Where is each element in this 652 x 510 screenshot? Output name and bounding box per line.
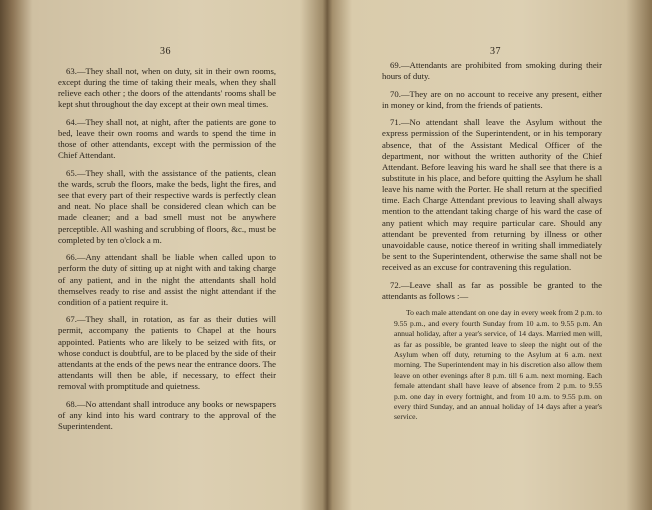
- rule-66: 66.—Any attendant shall be liable when called upon to perform the duty of sitting up at night with and taking charge of any patient, and in the night the attendants shall hold themselves ready to rise and assist the night attendant if the condition of a patient require it.: [58, 252, 276, 307]
- page-body: [382, 60, 602, 423]
- page-body: [58, 66, 276, 438]
- page-number: 36: [160, 46, 171, 57]
- rule-63: 63.—They shall not, when on duty, sit in their own rooms, except during the time of taking their meals, when they shall relieve each other ; the doors of the attendants' rooms shall be kept shut throughout the day except at their own meal times.: [58, 66, 276, 110]
- rule-71: 71.—No attendant shall leave the Asylum without the express permission of the Superintendent, or in his temporary absence, that of the Assistant Medical Officer of the department, nor without the written authority of the Chief Attendant. Before leaving his ward he shall see that there is a substitute in his place, and before quitting the Asylum he shall leave his name with the Porter. He shall return at the specified time. Each Charge Attendant previous to leaving shall always mention to the attendant taking charge of his ward the case of any patient which may require particular care. Should any attendant be prevented from returning by illness or other unavoidable cause, notice thereof in writing shall immediately be sent to the Superintendent, otherwise the same shall not be received as an excuse for contravening this regulation.: [382, 117, 602, 273]
- rule-64: 64.—They shall not, at night, after the patients are gone to bed, leave their own rooms and wards to spend the time in those of other attendants, except with the permission of the Chief Attendant.: [58, 116, 276, 161]
- rule-69: 69.—Attendants are prohibited from smoking during their hours of duty.: [382, 60, 602, 82]
- rule-70: 70.—They are on no account to receive any present, either in money or kind, from the friends of patients.: [382, 88, 602, 110]
- page-number: 37: [490, 46, 501, 57]
- rule-65: 65.—They shall, with the assistance of the patients, clean the wards, scrub the floors, make the beds, light the fires, and see that every part of their respective wards is perfectly clean and neat. No place shall be considered clean which can be made cleaner; and a bad smell must not be anywhere perceptible. All washing and scrubbing of floors, &c., must be completed by ten o'clock a m.: [58, 167, 276, 245]
- leave-schedule: To each male attendant on one day in every week from 2 p.m. to 9.55 p.m., and every fourth Sunday from 10 a.m. to 9.55 p.m. An annual holiday, after a year's service, of 14 days. Married men will, as far as possible, be granted leave to sleep the night out of the Asylum when off duty, returning to the Asylum at 6 a.m. next morning. The Superintendent may in his discretion also allow them leave on other evenings after 8 p.m. till 6 a.m. next morning. Each female attendant shall have leave of absence from 2 p.m. to 9.55 p.m. one day in every fortnight, and from 10 a.m. to 9.55 p.m. on every third Sunday, and an annual holiday of 14 days after a year's service.: [394, 308, 602, 422]
- rule-68: 68.—No attendant shall introduce any books or newspapers of any kind into his ward contrary to the approval of the Superintendent.: [58, 398, 276, 432]
- right-page: [326, 0, 652, 510]
- rule-67: 67.—They shall, in rotation, as far as their duties will permit, accompany the patients to Chapel at the hours appointed. Patients who are likely to be seized with fits, or whose conduct is doubtful, are to be placed by the side of their attendants at the ends of the pews near the entrance doors. The attendants will then be able, if necessary, to effect their removal with promptitude and quietness.: [58, 314, 276, 392]
- rule-72: 72.—Leave shall as far as possible be granted to the attendants as follows :—: [382, 279, 602, 301]
